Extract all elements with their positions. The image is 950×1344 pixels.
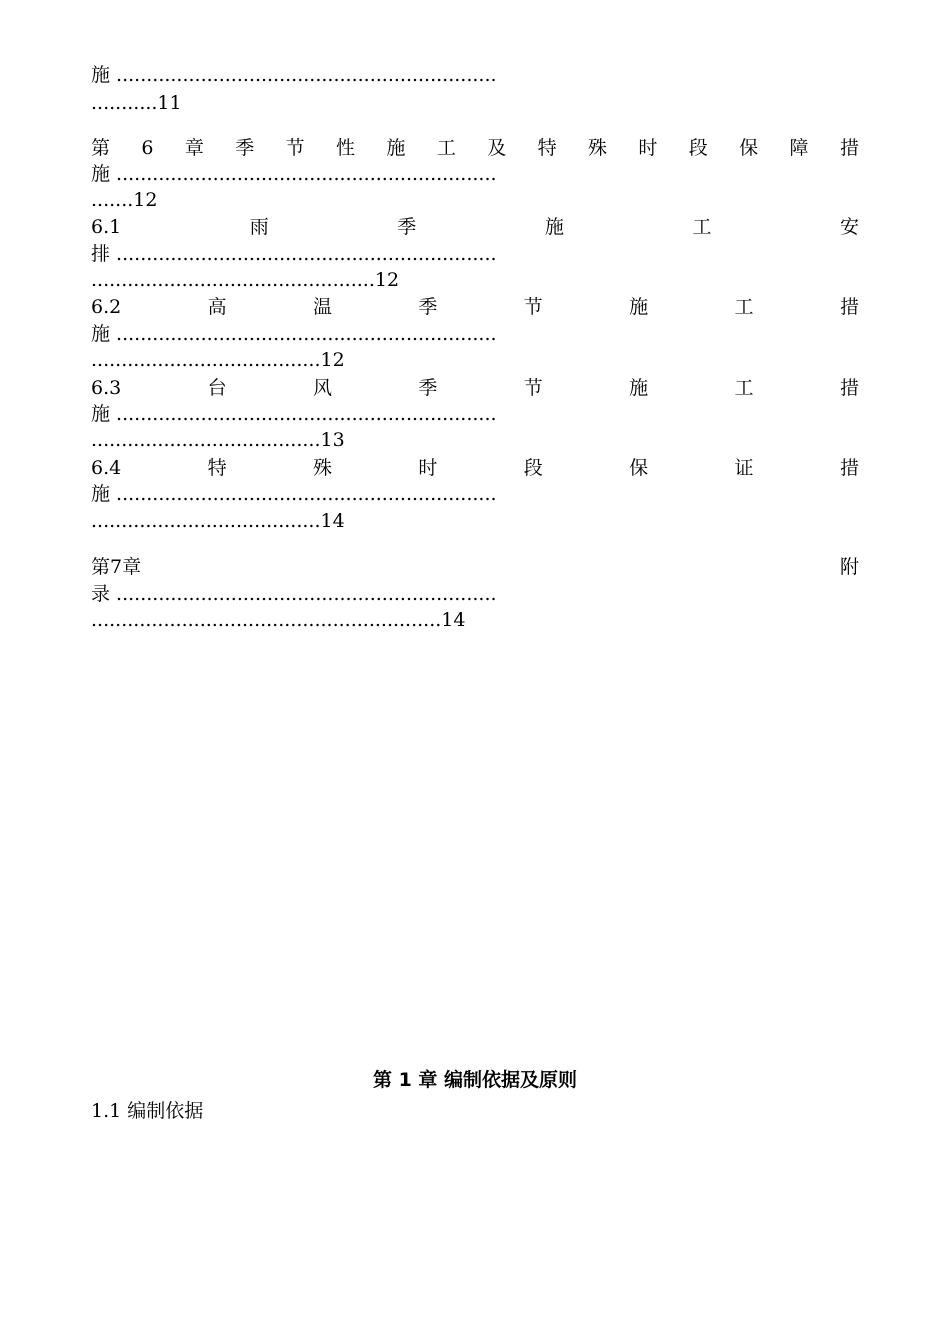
toc-entry-6-3-page: ......................................13: [91, 429, 345, 451]
toc-spacer: [141, 554, 840, 580]
toc-char: 季: [418, 296, 438, 318]
toc-char: 时: [638, 137, 658, 159]
toc-char: 保: [629, 457, 649, 479]
toc-entry-chapter-6-leader: 施 ...............................................................: [91, 163, 497, 185]
toc-char: 6: [141, 137, 154, 159]
toc-char: 附: [839, 556, 859, 578]
toc-char: 性: [336, 137, 356, 159]
toc-char: 章: [184, 137, 204, 159]
toc-char: 工: [692, 216, 712, 238]
section-1-1-heading: 1.1 编制依据: [91, 1100, 204, 1122]
toc-char: 6.1: [91, 216, 122, 238]
toc-char: 节: [523, 296, 543, 318]
toc-entry-6-4-leader: 施 ...............................................................: [91, 483, 497, 505]
toc-entry-6-1-title: [91, 214, 859, 240]
chapter-1-heading: 第 1 章 编制依据及原则: [372, 1069, 578, 1091]
toc-entry-6-1-page: ...............................................12: [91, 269, 400, 291]
toc-char: 段: [523, 457, 543, 479]
toc-char: 殊: [312, 457, 332, 479]
toc-char: 雨: [249, 216, 269, 238]
toc-char: 节: [523, 377, 543, 399]
toc-entry-0-line-2: 施 ...............................................................: [91, 64, 497, 86]
toc-char: 证: [734, 457, 754, 479]
toc-entry-6-1-leader: 排 ...............................................................: [91, 243, 497, 265]
toc-entry-6-4-page: ......................................14: [91, 510, 345, 532]
toc-char: 安: [839, 216, 859, 238]
toc-char: 7: [110, 556, 123, 578]
toc-char: 段: [688, 137, 708, 159]
toc-entry-6-3-leader: 施 ...............................................................: [91, 403, 497, 425]
toc-char: 障: [789, 137, 809, 159]
toc-char: 工: [734, 296, 754, 318]
toc-entry-chapter-7-page: ..........................................................14: [91, 609, 466, 631]
toc-char: 施: [386, 137, 406, 159]
toc-char: 措: [839, 296, 859, 318]
toc-char: 特: [207, 457, 227, 479]
toc-char: 施: [629, 377, 649, 399]
toc-char: 工: [734, 377, 754, 399]
toc-char: 保: [739, 137, 759, 159]
toc-char: 温: [312, 296, 332, 318]
toc-char: 6.4: [91, 457, 122, 479]
toc-char: 风: [312, 377, 332, 399]
toc-char: 施: [629, 296, 649, 318]
toc-char: 第: [91, 556, 111, 578]
toc-char: 措: [839, 457, 859, 479]
toc-entry-chapter-6-page: .......12: [91, 189, 158, 211]
toc-char: 特: [537, 137, 557, 159]
toc-char: 及: [487, 137, 507, 159]
toc-entry-0-line-3: ...........11: [91, 92, 182, 114]
toc-char: 施: [544, 216, 564, 238]
toc-char: 季: [235, 137, 255, 159]
toc-entry-6-2-leader: 施 ...............................................................: [91, 323, 497, 345]
toc-char: 第: [91, 137, 111, 159]
toc-char: 工: [436, 137, 456, 159]
toc-char: 措: [839, 137, 859, 159]
toc-entry-chapter-7-title: [91, 554, 859, 580]
toc-char: 季: [418, 377, 438, 399]
toc-char: 高: [207, 296, 227, 318]
toc-entry-6-4-title: [91, 455, 859, 481]
toc-entry-6-3-title: [91, 375, 859, 401]
toc-entry-6-2-title: [91, 294, 859, 320]
toc-char: 6.3: [91, 377, 122, 399]
toc-entry-chapter-6-title: [91, 135, 859, 161]
toc-entry-chapter-7-leader: 录 ...............................................................: [91, 583, 497, 605]
toc-char: 殊: [587, 137, 607, 159]
toc-entry-6-2-page: ......................................12: [91, 349, 345, 371]
toc-char: 台: [207, 377, 227, 399]
toc-char: 节: [285, 137, 305, 159]
toc-char: 6.2: [91, 296, 122, 318]
toc-char: 章: [122, 556, 142, 578]
toc-char: 季: [397, 216, 417, 238]
toc-char: 措: [839, 377, 859, 399]
toc-char: 时: [418, 457, 438, 479]
